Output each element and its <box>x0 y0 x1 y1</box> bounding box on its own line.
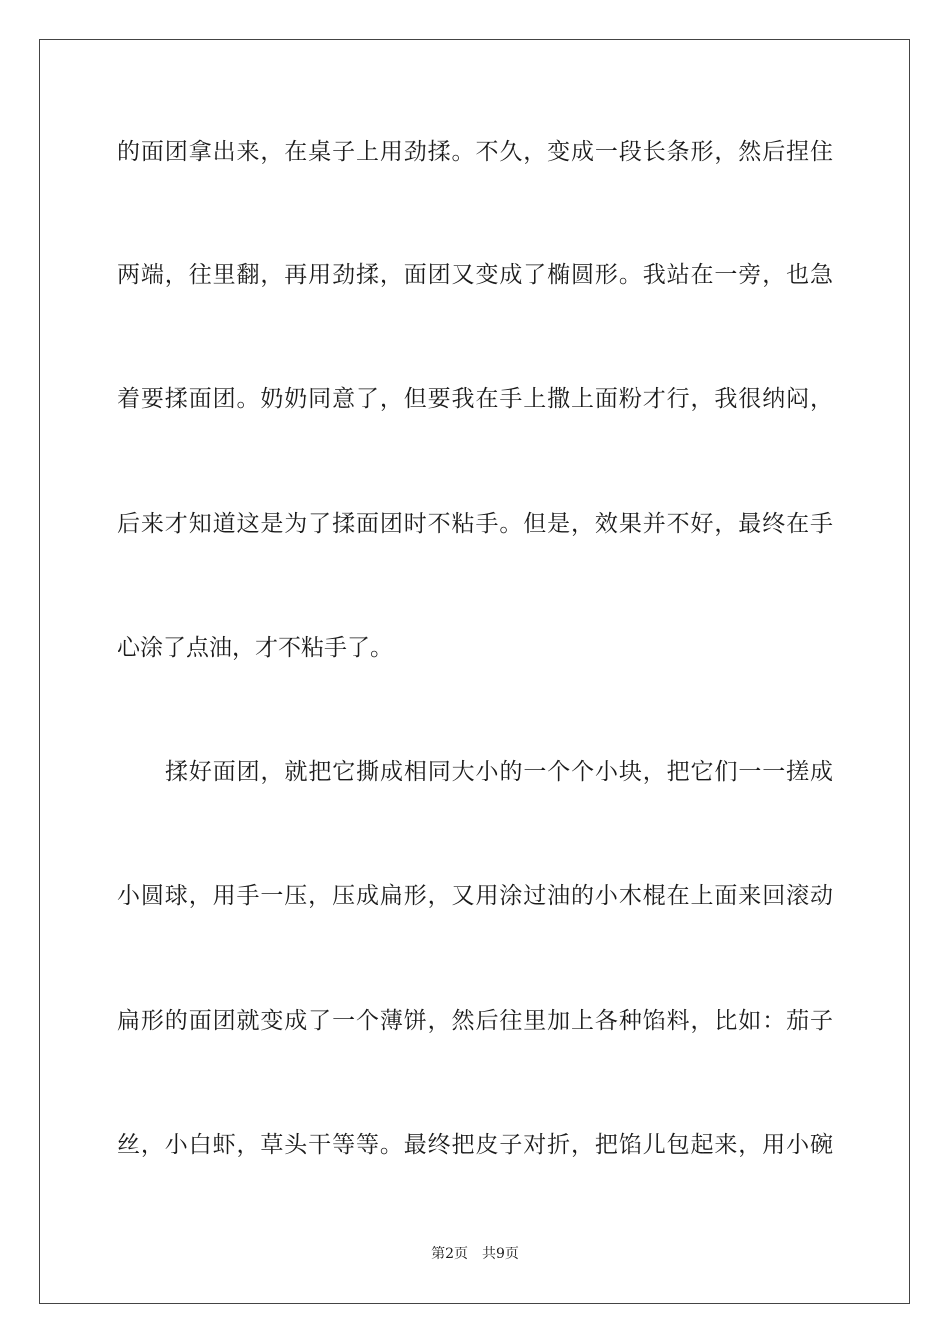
text-line: 扁形的面团就变成了一个薄饼，然后往里加上各种馅料，比如：茄子 <box>117 1008 833 1034</box>
text-line: 后来才知道这是为了揉面团时不粘手。但是，效果并不好，最终在手 <box>117 511 833 537</box>
page-number: 第2页 <box>431 1246 468 1262</box>
text-line: 揉好面团，就把它撕成相同大小的一个个小块，把它们一一搓成 <box>165 759 833 785</box>
text-line: 心涂了点油，才不粘手了。 <box>117 635 393 661</box>
text-line: 着要揉面团。奶奶同意了，但要我在手上撒上面粉才行，我很纳闷， <box>117 386 833 412</box>
page-footer <box>0 1245 950 1263</box>
text-line: 两端，往里翻，再用劲揉，面团又变成了椭圆形。我站在一旁，也急 <box>117 262 833 288</box>
page-border <box>39 39 910 1304</box>
text-line: 的面团拿出来，在桌子上用劲揉。不久，变成一段长条形，然后捏住 <box>117 139 833 165</box>
page-total: 共9页 <box>482 1246 519 1262</box>
text-line: 小圆球，用手一压，压成扁形，又用涂过油的小木棍在上面来回滚动 <box>117 883 833 909</box>
text-line: 丝，小白虾，草头干等等。最终把皮子对折，把馅儿包起来，用小碗 <box>117 1132 833 1158</box>
